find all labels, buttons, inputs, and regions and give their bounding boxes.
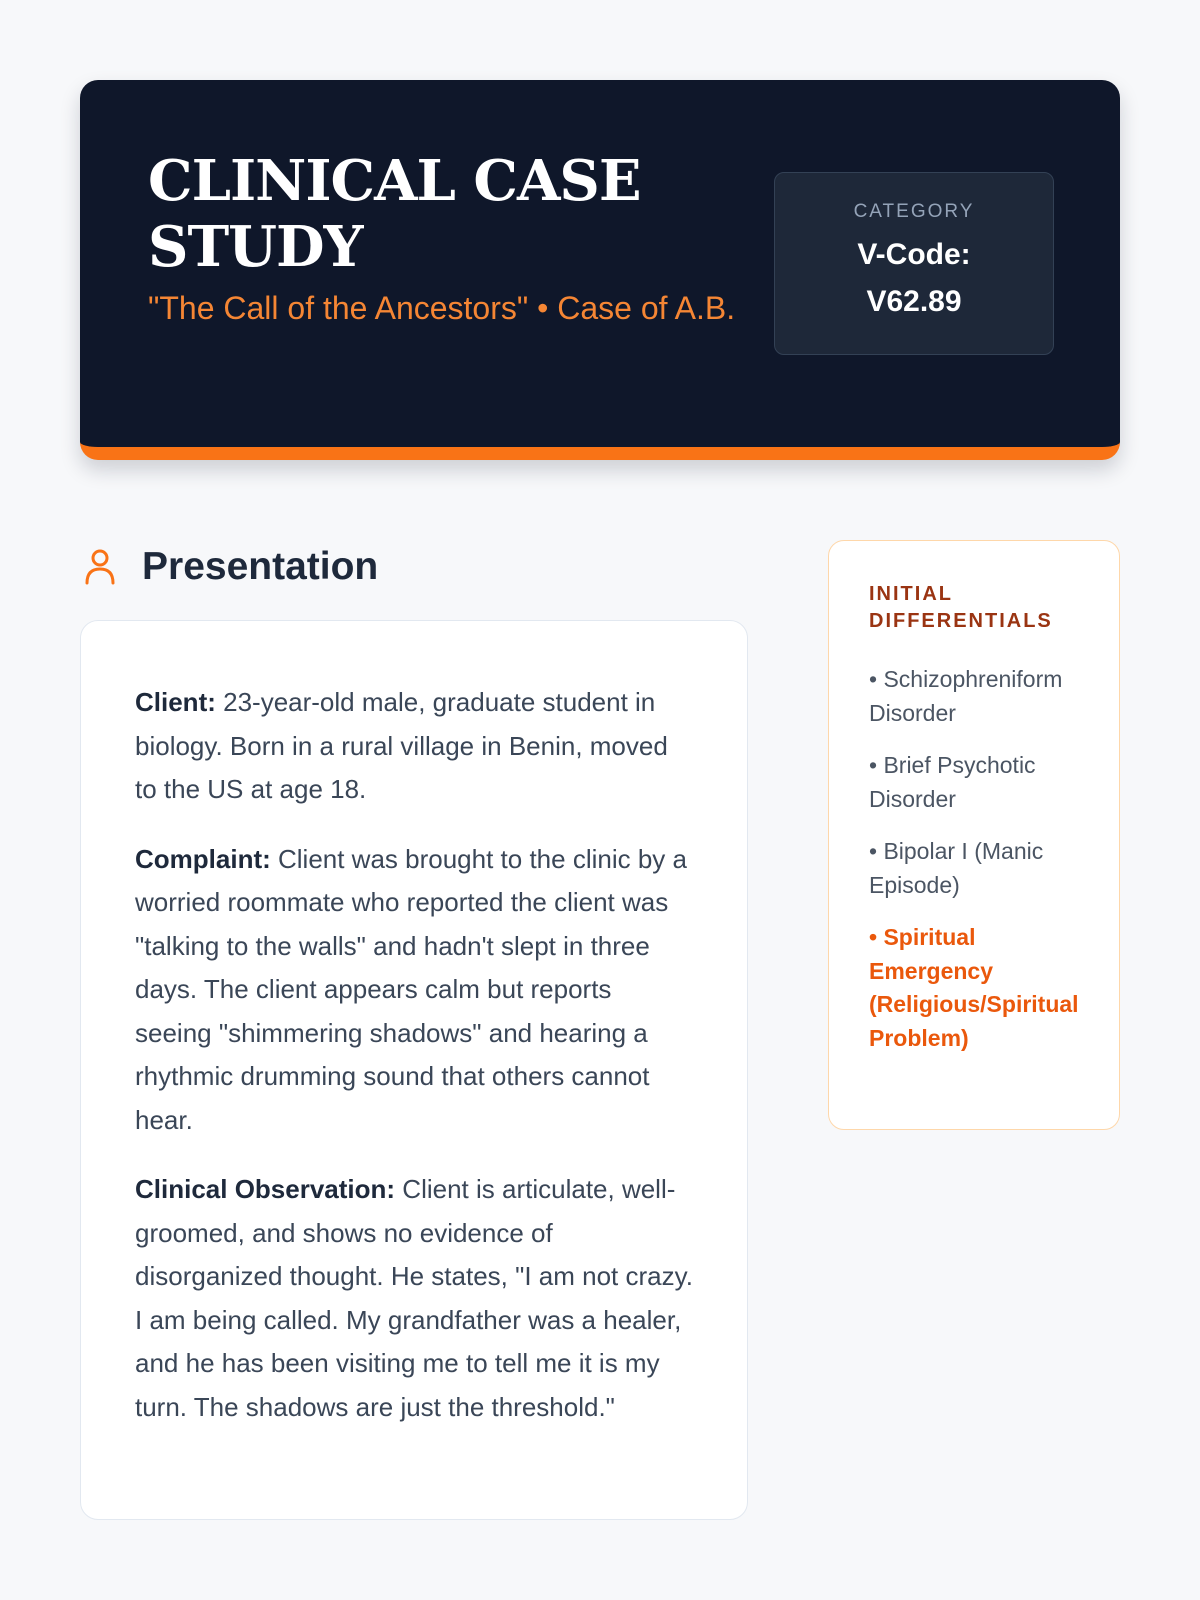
differentials-title: INITIAL DIFFERENTIALS xyxy=(869,583,1053,632)
category-label: CATEGORY xyxy=(853,201,975,222)
paragraph-text: 23-year-old male, graduate student in biology. Born in a rural village in Benin, moved to the US at age 18. xyxy=(135,687,668,804)
case-header xyxy=(80,80,1120,460)
section-title: Presentation xyxy=(142,545,379,588)
differentials-list xyxy=(869,663,1089,1055)
paragraph-label: Complaint: xyxy=(135,843,271,874)
person-icon xyxy=(84,548,116,586)
differential-item: • Brief Psychotic Disorder xyxy=(869,752,1036,812)
category-value: V-Code: V62.89 xyxy=(857,238,971,318)
presentation-section-header xyxy=(84,542,378,592)
category-badge xyxy=(774,172,1054,355)
paragraph-label: Client: xyxy=(135,687,216,717)
differential-item-highlighted: • Spiritual Emergency (Religious/Spiritual Problem) xyxy=(869,924,1079,1051)
paragraph-text: Client was brought to the clinic by a worried roommate who reported the client was "talking to the walls" and hadn't slept in three days. The client appears calm but reports seeing "shimmering shadows" and hearing a rhythmic drumming sound that others cannot hear. xyxy=(135,843,687,1135)
differentials-card xyxy=(828,540,1120,1130)
client-paragraph xyxy=(135,681,693,812)
case-subtitle: "The Call of the Ancestors" • Case of A.B. xyxy=(148,290,736,326)
observation-paragraph xyxy=(135,1168,693,1429)
paragraph-label: Clinical Observation: xyxy=(135,1174,396,1204)
presentation-card xyxy=(80,620,748,1520)
paragraph-text: Client is articulate, well-groomed, and shows no evidence of disorganized thought. He states, "I am not crazy. I am being called. My grandfather was a healer, and he has been visiting me to tell me it is my turn. The shadows are just the threshold." xyxy=(135,1174,693,1422)
differential-item: • Schizophreniform Disorder xyxy=(869,666,1063,726)
differential-item: • Bipolar I (Manic Episode) xyxy=(869,838,1044,898)
complaint-paragraph xyxy=(135,838,693,1143)
page-title: CLINICAL CASE STUDY xyxy=(148,148,641,280)
